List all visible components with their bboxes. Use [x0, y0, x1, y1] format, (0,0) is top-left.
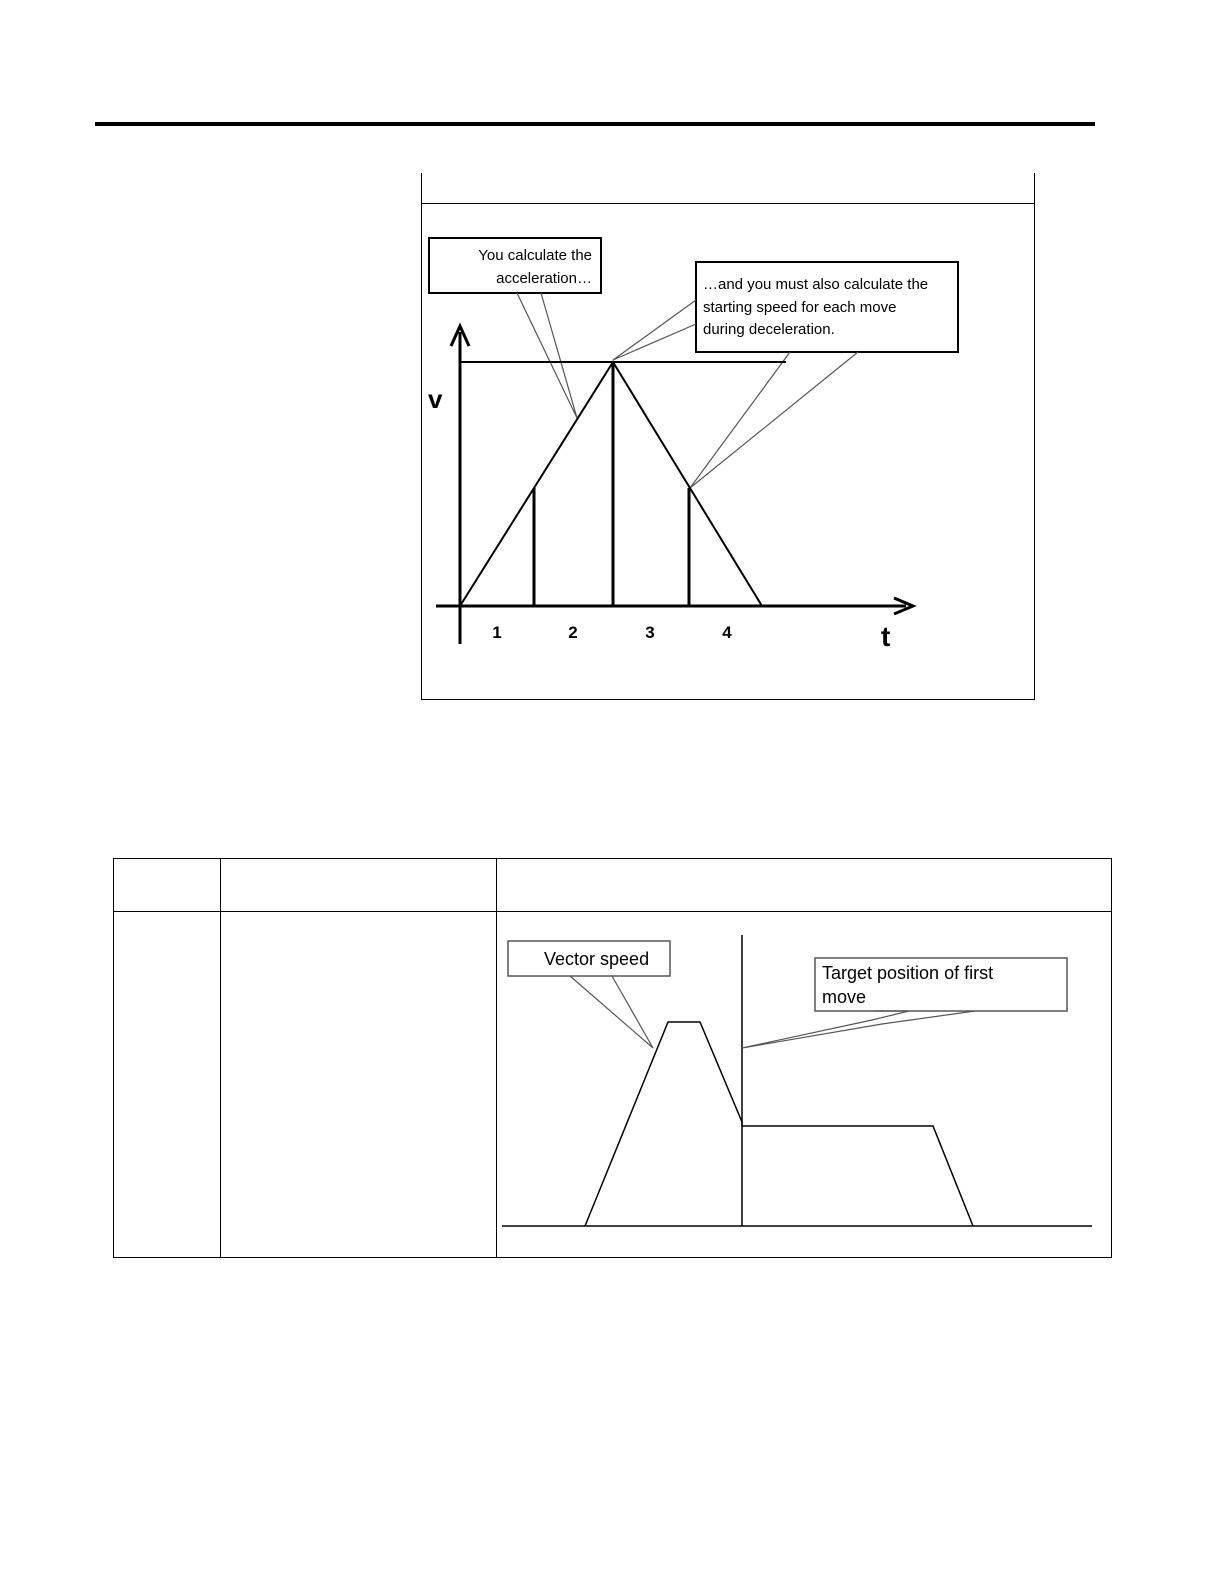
- segment-label-4: 4: [722, 623, 732, 642]
- x-axis-label: t: [881, 621, 891, 652]
- vector-speed-callout-pointer: [570, 976, 653, 1048]
- vector-speed-callout-label: Vector speed: [544, 949, 650, 969]
- segment-label-1: 1: [492, 623, 502, 642]
- deceleration-callout-line-1: …and you must also calculate the: [703, 276, 929, 293]
- acceleration-callout-line-2: acceleration…: [496, 270, 592, 287]
- deceleration-callout-line-2: starting speed for each move: [703, 299, 897, 316]
- acceleration-callout-line-1: You calculate the: [478, 247, 592, 264]
- target-position-callout-line-1: Target position of first: [822, 963, 994, 983]
- y-axis-label: v: [428, 384, 443, 414]
- target-position-callout-line-2: move: [822, 987, 867, 1007]
- segment-label-3: 3: [645, 623, 655, 642]
- segment-label-2: 2: [568, 623, 578, 642]
- deceleration-callout-line-3: during deceleration.: [703, 321, 835, 338]
- vector-speed-profile: [585, 1022, 973, 1226]
- target-position-callout-pointer: [742, 1011, 975, 1048]
